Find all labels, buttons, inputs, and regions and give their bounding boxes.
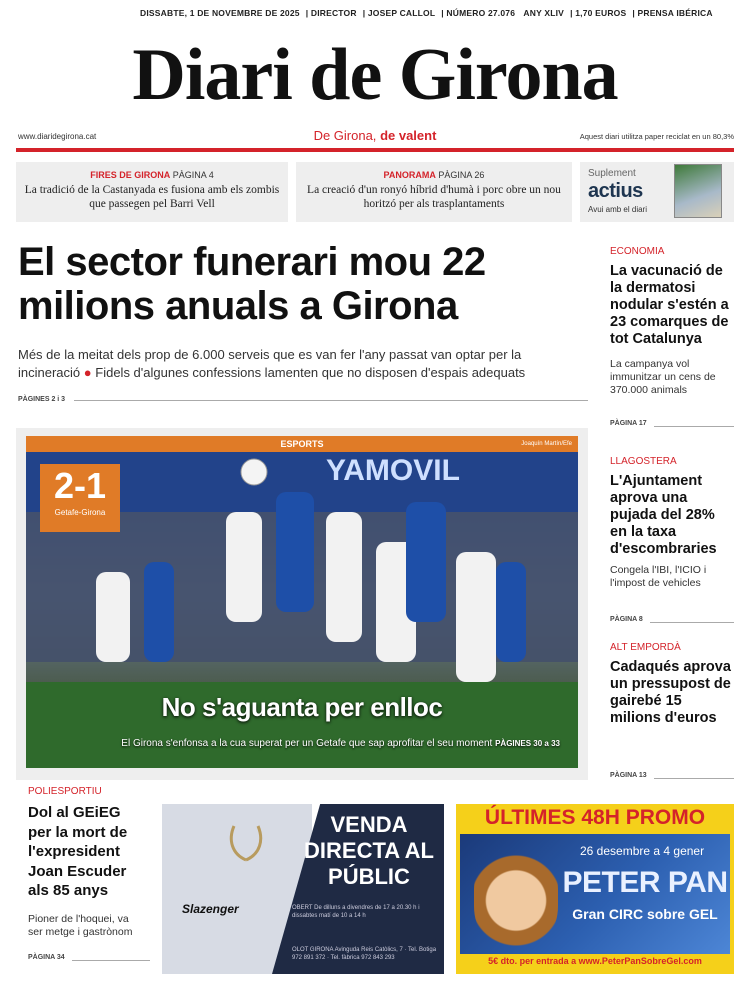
promo-section: FIRES DE GIRONA	[90, 170, 171, 180]
stadium-ad-text: YAMOVIL	[326, 454, 460, 487]
sports-headline[interactable]: No s'aguanta per enlloc	[161, 692, 443, 722]
ad-top-banner: ÚLTIMES 48H PROMO	[484, 806, 706, 829]
lead-headline[interactable]: El sector funerari mou 22 milions anuals a Girona	[18, 240, 486, 328]
story-headline: Cadaqués aprova un pressupost de gairebé 15 milions d'euros	[610, 659, 731, 726]
story-headline: La vacunació de la dermatosi nodular s'estén a 23 comarques de tot Catalunya	[610, 263, 729, 347]
promo-text: La tradició de la Castanyada es fusiona amb els zombis que passegen pel Barri Vell	[24, 184, 280, 210]
divider	[654, 426, 734, 427]
bullet-icon: ●	[83, 365, 92, 380]
ad-headline: VENDA DIRECTA AL PÚBLIC	[304, 812, 434, 889]
ad-address: OLOT GIRONA Avinguda Reis Catòlics, 7 · Tel. Botiga 972 891 372 · Tel. fàbrica 972 843 293	[292, 947, 437, 961]
promo-kicker	[16, 170, 288, 180]
director-label: DIRECTOR	[310, 8, 357, 18]
promo-page: PÀGINA 26	[438, 170, 485, 180]
promo-panorama[interactable]	[296, 162, 572, 222]
publisher-group: PRENSA IBÉRICA	[637, 8, 713, 18]
tagline-part-b: de valent	[380, 128, 437, 143]
edition-price: 1,70 EUROS	[575, 8, 627, 18]
story-body: Congela l'IBI, l'ICIO i l'impost de vehicles	[610, 564, 707, 589]
sports-section-label: ESPORTS	[280, 439, 324, 449]
recycle-note: Aquest diari utilitza paper reciclat en un 80,3%	[579, 132, 734, 141]
ad-show-subtitle: Gran CIRC sobre GEL	[572, 906, 718, 922]
tagline-part-a: De Girona,	[313, 128, 377, 143]
lead-pages: PÀGINES 2 i 3	[18, 396, 66, 403]
promo-page: PÀGINA 4	[172, 170, 214, 180]
supplement-label: Suplement	[588, 168, 636, 179]
ad-image	[460, 834, 730, 954]
promo-text: La creació d'un ronyó híbrid d'humà i porc obre un nou horitzó per als trasplantaments	[307, 184, 561, 210]
story-body: Pioner de l'hoquei, va ser metge i gastrònom	[28, 912, 133, 938]
story-section: ALT EMPORDÀ	[610, 642, 681, 653]
masthead-rule	[16, 148, 734, 152]
sports-subtitle-text: El Girona s'enfonsa a la cua superat per un Getafe que sap aprofitar el seu moment	[121, 738, 493, 749]
supplement-name: actius	[588, 180, 643, 202]
divider	[72, 960, 150, 961]
peter-pan-portrait	[474, 840, 558, 950]
story-section: LLAGOSTERA	[610, 456, 677, 467]
ad-dates: 26 desembre a 4 gener	[580, 844, 705, 858]
website-url[interactable]: www.diaridegirona.cat	[18, 132, 97, 141]
bottom-story[interactable]	[28, 786, 146, 939]
edition-year: ANY XLIV	[523, 8, 565, 18]
supplement-note: Avui amb el diari	[588, 205, 647, 214]
score-box	[40, 464, 120, 532]
laurel-logo-icon	[224, 820, 268, 864]
divider	[654, 778, 734, 779]
divider	[74, 400, 588, 401]
newspaper-masthead[interactable]: Diari de Girona	[132, 34, 618, 116]
lead-deck	[18, 346, 578, 382]
story-headline: Dol al GEiEG per la mort de l'expresident Joan Escuder als 85 anys	[28, 804, 128, 899]
ad-hours: OBERT De dilluns a divendres de 17 a 20.30 h i dissabtes matí de 10 a 14 h	[292, 905, 420, 919]
sidebar-story-economia[interactable]	[610, 246, 734, 397]
promo-kicker	[296, 170, 572, 180]
divider	[650, 622, 734, 623]
sidebar-story-altemporda[interactable]	[610, 642, 734, 727]
supplement-box[interactable]	[580, 162, 734, 222]
sports-pages: PÀGINES 30 a 33	[495, 739, 560, 748]
story-section: ECONOMIA	[610, 246, 665, 257]
story-section: POLIESPORTIU	[28, 786, 102, 797]
edition-info-line: DISSABTE, 1 DE NOVEMBRE DE 2025 | DIRECTOR | JOSEP CALLOL | NÚMERO 27.076 ANY XLIV | 1,70 EUROS | PRENSA IBÉRICA	[140, 8, 713, 18]
photo-credit: Joaquín Martín/Efe	[521, 441, 572, 447]
story-page: PÀGINA 34	[28, 954, 65, 961]
story-page: PÀGINA 17	[610, 420, 647, 427]
promo-section: PANORAMA	[383, 170, 436, 180]
story-page: PÀGINA 13	[610, 772, 647, 779]
ball	[241, 459, 267, 485]
sports-subtitle	[60, 738, 560, 749]
edition-number: NÚMERO 27.076	[446, 8, 516, 18]
story-body: La campanya vol immunitzar un cens de 370.000 animals	[610, 358, 716, 396]
supplement-cover-thumbnail	[674, 164, 722, 218]
story-headline: L'Ajuntament aprova una pujada del 28% en la taxa d'escombraries	[610, 473, 717, 557]
sidebar-story-llagostera[interactable]	[610, 456, 734, 590]
match-score: 2-1	[53, 465, 107, 506]
sports-section-bar	[26, 436, 578, 452]
peterpan-advertisement[interactable]	[456, 804, 734, 974]
edition-date: DISSABTE, 1 DE NOVEMBRE DE 2025	[140, 8, 300, 18]
slazenger-advertisement[interactable]	[162, 804, 444, 974]
ad-show-title: PETER PAN	[562, 866, 728, 899]
director-name: JOSEP CALLOL	[367, 8, 436, 18]
ad-footer[interactable]: 5€ dto. per entrada a www.PeterPanSobreGel.com	[488, 956, 702, 966]
ad-brand: Slazenger	[182, 902, 239, 916]
lead-deck-a: Més de la meitat dels prop de 6.000 serveis que es van fer l'any passat van optar per la incineració	[18, 347, 522, 380]
match-teams: Getafe-Girona	[54, 508, 106, 517]
lead-deck-b: Fidels d'algunes confessions lamenten que no disposen d'espais adequats	[95, 365, 526, 380]
story-page: PÀGINA 8	[610, 616, 643, 623]
promo-fires[interactable]	[16, 162, 288, 222]
